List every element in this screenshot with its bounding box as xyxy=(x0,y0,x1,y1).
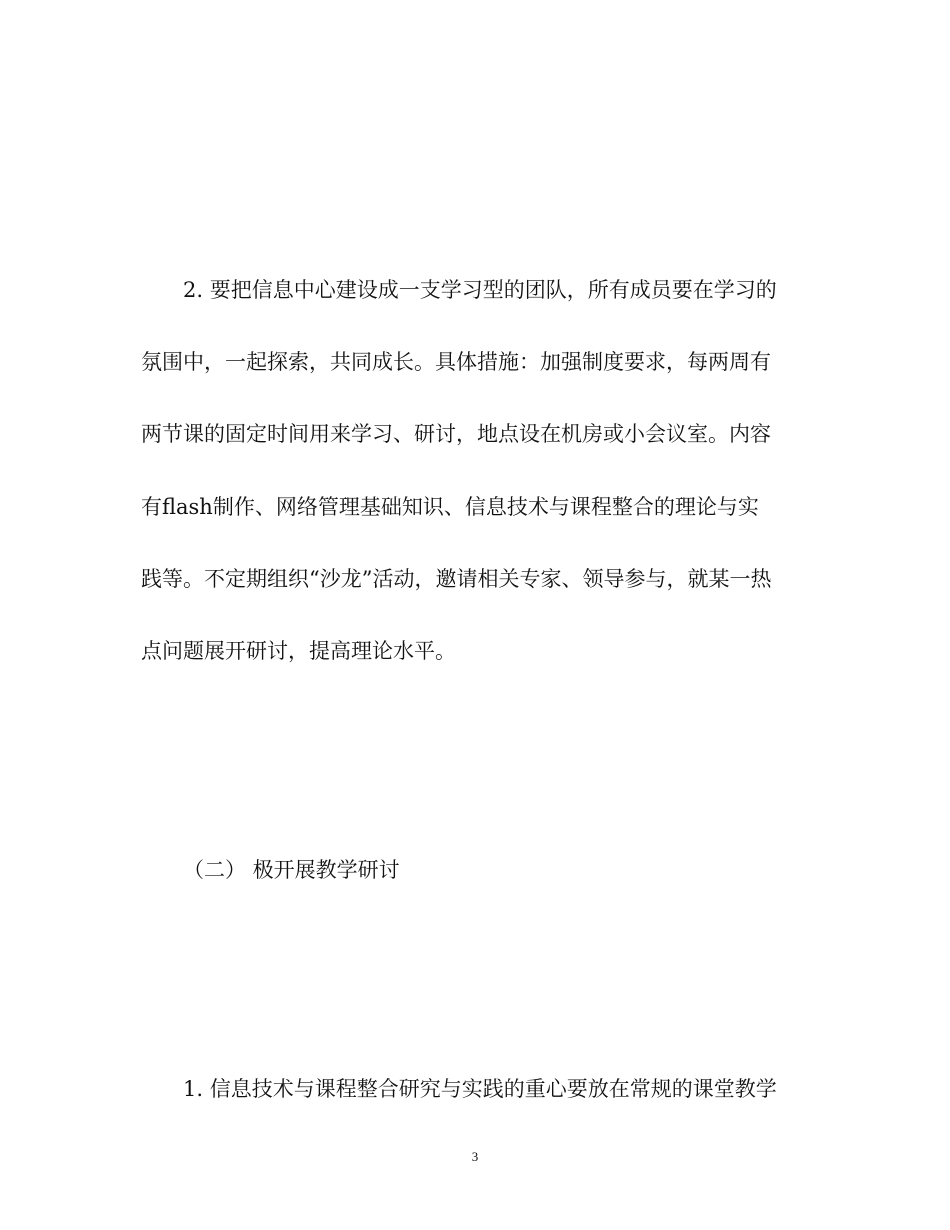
paragraph-line: 1. 信息技术与课程整合研究与实践的重心要放在常规的课堂教学 xyxy=(183,1077,777,1101)
page-number: 3 xyxy=(471,1149,479,1164)
paragraph-line: 氛围中，一起探索，共同成长。具体措施：加强制度要求，每两周有 xyxy=(141,350,771,374)
paragraph-line: 2. 要把信息中心建设成一支学习型的团队，所有成员要在学习的 xyxy=(183,278,777,302)
paragraph-line: 践等。不定期组织“沙龙”活动，邀请相关专家、领导参与，就某一热 xyxy=(141,567,772,591)
paragraph-line: 点问题展开研讨，提高理论水平。 xyxy=(141,639,456,663)
paragraph-line: 两节课的固定时间用来学习、研讨，地点设在机房或小会议室。内容 xyxy=(141,422,771,446)
section-heading: （二） 极开展教学研讨 xyxy=(183,858,400,882)
paragraph-line: 有flash制作、网络管理基础知识、信息技术与课程整合的理论与实 xyxy=(141,495,759,519)
